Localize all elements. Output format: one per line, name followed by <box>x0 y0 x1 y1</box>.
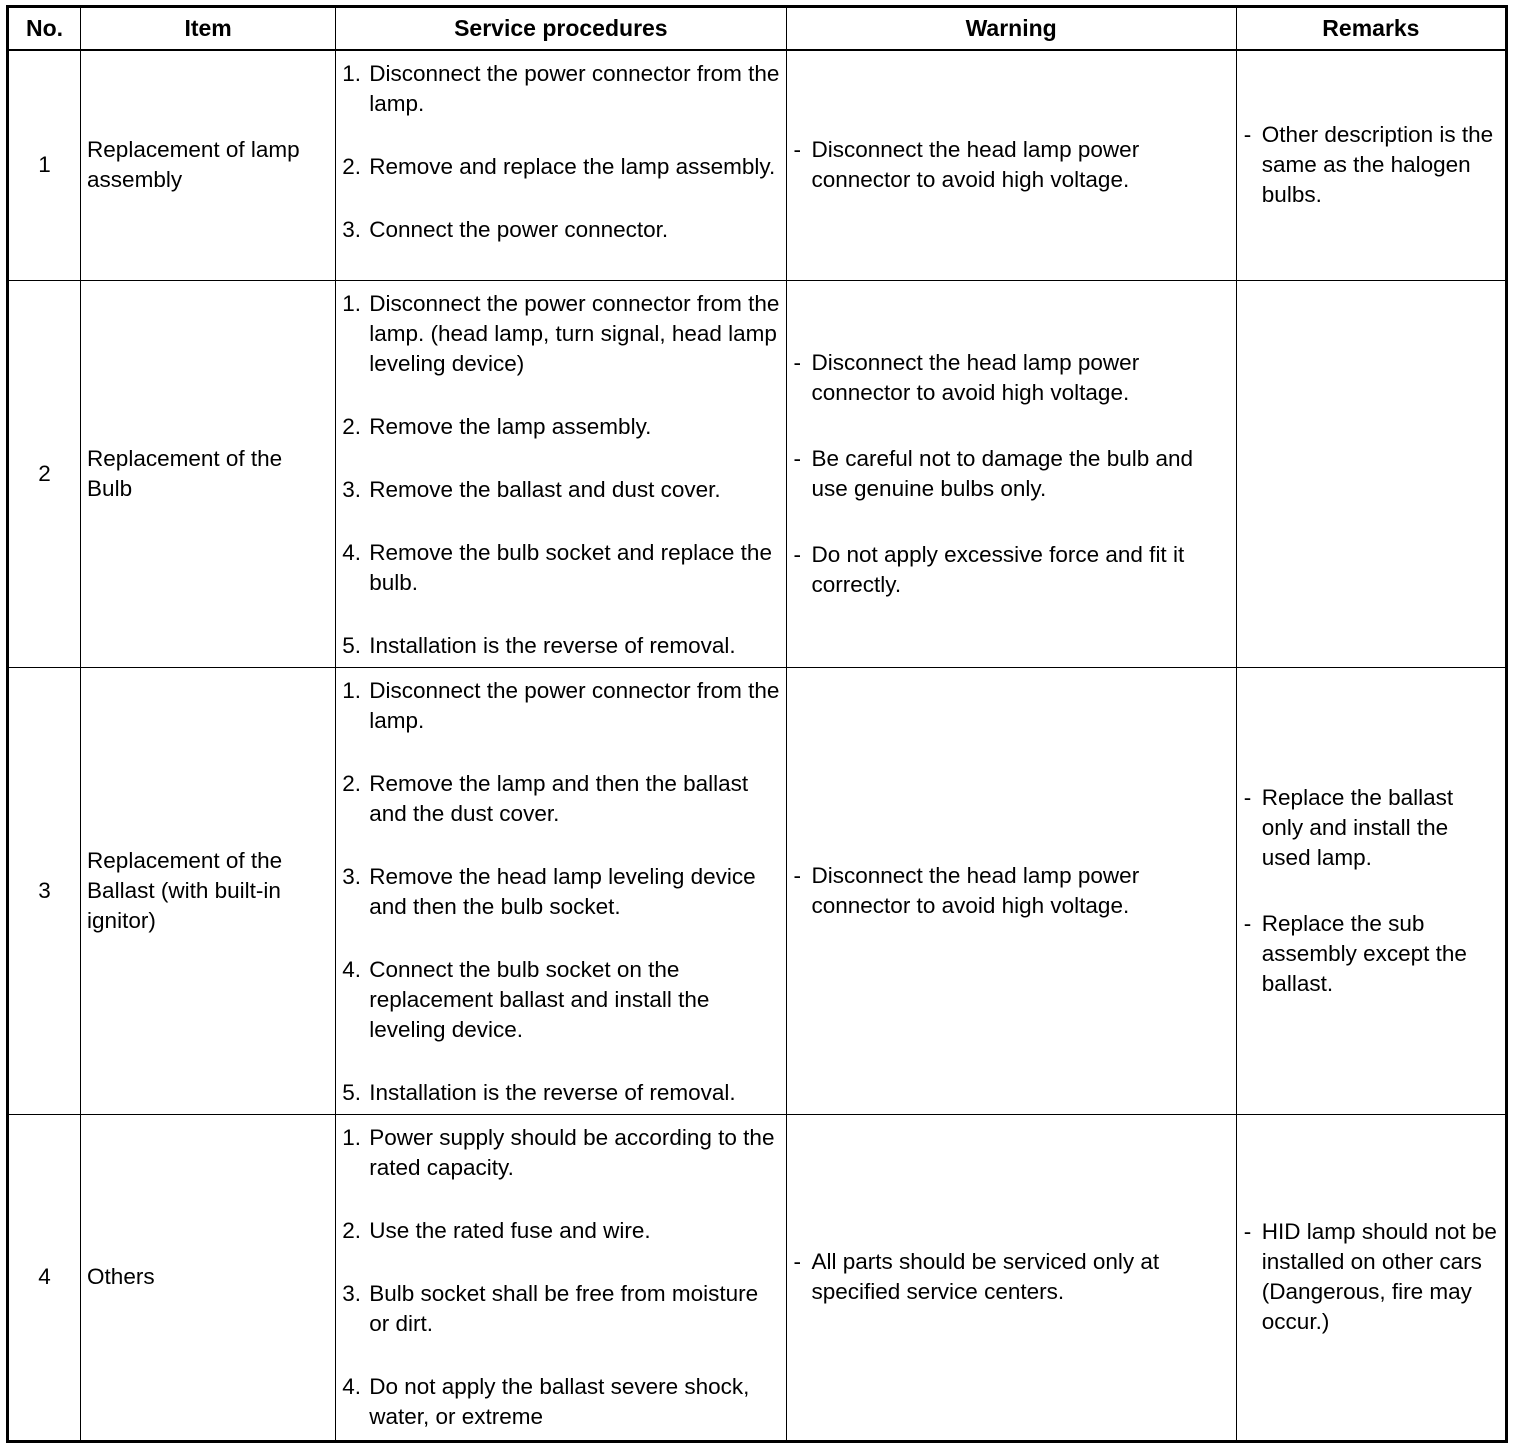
step-number: 1. <box>342 677 361 703</box>
header-no: No. <box>8 7 81 51</box>
warning-item <box>794 861 1230 921</box>
item-name: Replacement of the Bulb <box>81 280 336 667</box>
dash-bullet: - <box>793 1249 801 1274</box>
dash-bullet: - <box>793 445 801 471</box>
step-number: 2. <box>342 413 361 439</box>
service-procedures-cell <box>336 1114 786 1441</box>
remarks-cell <box>1236 50 1506 280</box>
header-remarks: Remarks <box>1236 7 1506 51</box>
step-number: 1. <box>342 290 361 316</box>
dash-bullet: - <box>1243 122 1252 148</box>
warning-text: All parts should be serviced only at specified service centers. <box>811 1249 1160 1304</box>
warning-cell <box>786 667 1236 1114</box>
warning-cell <box>786 280 1236 667</box>
step-text: Do not apply the ballast severe shock, water, or extreme <box>369 1373 750 1429</box>
warning-cell <box>786 1114 1236 1441</box>
warning-text: Disconnect the head lamp power connector to avoid high voltage. <box>811 862 1140 918</box>
procedure-step <box>342 289 781 379</box>
step-text: Power supply should be according to the rated capacity. <box>369 1124 775 1180</box>
procedure-step <box>342 152 781 182</box>
remark-text: Other description is the same as the halogen bulbs. <box>1261 122 1494 208</box>
step-number: 3. <box>342 217 361 242</box>
row-number: 3 <box>8 667 81 1114</box>
dash-bullet: - <box>793 541 801 567</box>
step-text: Disconnect the power connector from the lamp. <box>369 677 780 733</box>
procedure-step <box>342 1279 781 1339</box>
table-row <box>8 1114 1507 1441</box>
warning-text: Do not apply excessive force and fit it correctly. <box>811 541 1185 597</box>
warning-item <box>794 348 1230 408</box>
step-number: 1. <box>342 61 361 86</box>
remarks-cell <box>1236 1114 1506 1441</box>
service-procedures-cell <box>336 280 786 667</box>
warning-text: Be careful not to damage the bulb and use genuine bulbs only. <box>811 445 1194 501</box>
procedure-step <box>342 631 781 661</box>
remark-item <box>1244 120 1499 210</box>
header-procedures: Service procedures <box>336 7 786 51</box>
step-number: 3. <box>342 476 361 502</box>
warning-item <box>794 444 1230 504</box>
remarks-cell <box>1236 667 1506 1114</box>
service-procedures-cell <box>336 50 786 280</box>
step-number: 5. <box>342 1079 361 1105</box>
dash-bullet: - <box>1243 784 1252 810</box>
step-text: Remove the head lamp leveling device and then the bulb socket. <box>369 863 756 919</box>
remark-item <box>1244 783 1499 873</box>
step-text: Remove the ballast and dust cover. <box>369 476 721 502</box>
warning-text: Disconnect the head lamp power connector to avoid high voltage. <box>811 349 1140 405</box>
step-number: 1. <box>342 1124 361 1150</box>
procedure-step <box>342 215 781 245</box>
step-text: Use the rated fuse and wire. <box>369 1217 651 1243</box>
service-procedures-table <box>6 5 1508 1443</box>
step-number: 4. <box>342 1373 361 1399</box>
dash-bullet: - <box>793 349 801 375</box>
procedure-step <box>342 59 781 119</box>
step-number: 3. <box>342 863 361 889</box>
procedure-step <box>342 676 781 736</box>
row-number: 2 <box>8 280 81 667</box>
step-text: Disconnect the power connector from the lamp. <box>369 61 780 116</box>
table-row <box>8 667 1507 1114</box>
warning-item <box>794 1247 1230 1307</box>
procedure-step <box>342 1078 781 1108</box>
row-number: 4 <box>8 1114 81 1441</box>
table-row <box>8 280 1507 667</box>
warning-item <box>794 540 1230 600</box>
step-text: Installation is the reverse of removal. <box>369 632 736 658</box>
step-text: Connect the bulb socket on the replacement ballast and install the leveling device. <box>369 956 710 1042</box>
remarks-cell <box>1236 280 1506 667</box>
remark-item <box>1244 909 1499 999</box>
warning-text: Disconnect the head lamp power connector to avoid high voltage. <box>811 137 1140 193</box>
item-name: Replacement of the Ballast (with built-in ignitor) <box>81 667 336 1114</box>
procedure-step <box>342 538 781 598</box>
header-row <box>8 7 1507 51</box>
dash-bullet: - <box>793 137 801 163</box>
procedure-step <box>342 769 781 829</box>
procedure-step <box>342 1123 781 1183</box>
header-item: Item <box>81 7 336 51</box>
item-name: Others <box>81 1114 336 1441</box>
step-number: 2. <box>342 1217 361 1243</box>
procedure-step <box>342 1372 781 1432</box>
step-text: Installation is the reverse of removal. <box>369 1079 736 1105</box>
warning-cell <box>786 50 1236 280</box>
step-number: 4. <box>342 956 361 982</box>
dash-bullet: - <box>793 862 801 888</box>
step-text: Remove the lamp assembly. <box>369 413 652 439</box>
table-row <box>8 50 1507 280</box>
step-text: Connect the power connector. <box>369 217 669 242</box>
remark-text: Replace the ballast only and install the used lamp. <box>1261 784 1454 870</box>
remark-text: HID lamp should not be installed on other cars (Dangerous, fire may occur.) <box>1261 1219 1497 1334</box>
dash-bullet: - <box>1243 1219 1252 1244</box>
step-text: Remove the bulb socket and replace the bulb. <box>369 539 772 595</box>
step-number: 2. <box>342 770 361 796</box>
step-text: Remove and replace the lamp assembly. <box>369 154 776 179</box>
step-text: Bulb socket shall be free from moisture or dirt. <box>369 1280 759 1336</box>
remark-item <box>1244 1217 1499 1337</box>
procedure-step <box>342 475 781 505</box>
step-text: Remove the lamp and then the ballast and the dust cover. <box>369 770 749 826</box>
row-number: 1 <box>8 50 81 280</box>
procedure-step <box>342 412 781 442</box>
header-warning: Warning <box>786 7 1236 51</box>
procedure-step <box>342 955 781 1045</box>
warning-item <box>794 135 1230 195</box>
dash-bullet: - <box>1243 910 1252 936</box>
step-number: 5. <box>342 632 361 658</box>
procedure-step <box>342 1216 781 1246</box>
step-text: Disconnect the power connector from the lamp. (head lamp, turn signal, head lamp leveling device) <box>369 290 780 376</box>
remark-text: Replace the sub assembly except the ballast. <box>1261 910 1467 996</box>
service-procedures-cell <box>336 667 786 1114</box>
step-number: 4. <box>342 539 361 565</box>
item-name: Replacement of lamp assembly <box>81 50 336 280</box>
step-number: 2. <box>342 154 361 179</box>
step-number: 3. <box>342 1280 361 1306</box>
procedure-step <box>342 862 781 922</box>
